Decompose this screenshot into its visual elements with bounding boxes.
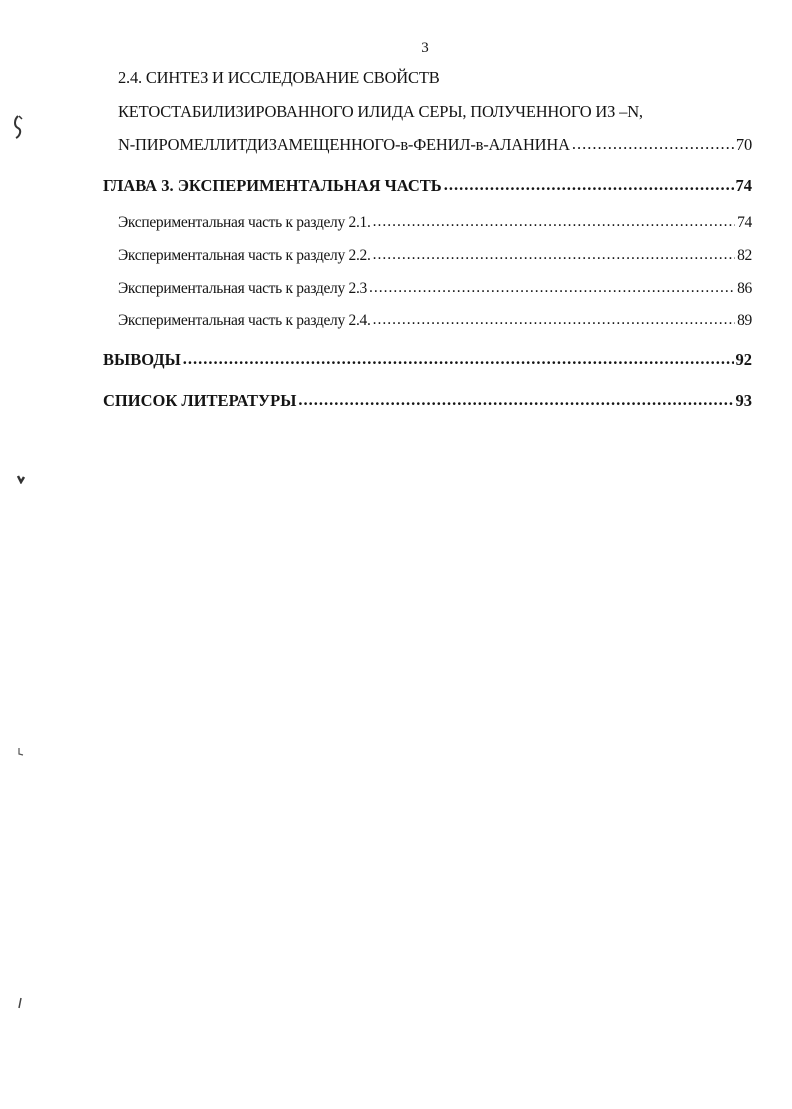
dot-leader bbox=[298, 390, 733, 410]
toc-entry-subsection-2-2[interactable] bbox=[118, 247, 752, 265]
dot-leader bbox=[369, 279, 735, 297]
toc-entry-subsection-2-3[interactable] bbox=[118, 280, 752, 298]
toc-entry-label: Экспериментальная часть к разделу 2.3 bbox=[118, 280, 367, 297]
toc-entry-page: 74 bbox=[735, 176, 752, 195]
toc-entry-subsection-2-1[interactable] bbox=[118, 214, 752, 232]
toc-entry-label: ГЛАВА 3. ЭКСПЕРИМЕНТАЛЬНАЯ ЧАСТЬ bbox=[103, 176, 442, 195]
toc-entry-page: 92 bbox=[735, 350, 752, 369]
scan-artifact-mark bbox=[16, 996, 24, 1010]
toc-entry-label: Экспериментальная часть к разделу 2.1. bbox=[118, 214, 371, 231]
page-number: 3 bbox=[421, 40, 429, 56]
toc-entry-chapter-3[interactable] bbox=[103, 176, 752, 196]
dot-leader bbox=[373, 311, 736, 329]
toc-section-2-4-line1: 2.4. СИНТЕЗ И ИССЛЕДОВАНИЕ СВОЙСТВ bbox=[118, 68, 440, 87]
toc-entry-section-2-4[interactable] bbox=[118, 135, 752, 155]
toc-entry-page: 82 bbox=[737, 247, 752, 264]
toc-section-2-4-line2: КЕТОСТАБИЛИЗИРОВАННОГО ИЛИДА СЕРЫ, ПОЛУЧЕННОГО ИЗ –N, bbox=[118, 102, 643, 121]
dot-leader bbox=[572, 134, 734, 154]
scan-artifact-mark bbox=[16, 746, 26, 758]
toc-entry-page: 74 bbox=[737, 214, 752, 231]
toc-entry-page: 93 bbox=[735, 391, 752, 410]
toc-entry-page: 89 bbox=[737, 312, 752, 329]
dot-leader bbox=[444, 175, 734, 195]
toc-entry-label: СПИСОК ЛИТЕРАТУРЫ bbox=[103, 391, 297, 410]
toc-entry-page: 70 bbox=[735, 135, 752, 154]
toc-entry-subsection-2-4[interactable] bbox=[118, 312, 752, 330]
toc-entry-label: Экспериментальная часть к разделу 2.4. bbox=[118, 312, 371, 329]
scan-artifact-mark bbox=[10, 112, 26, 142]
toc-entry-label: N-ПИРОМЕЛЛИТДИЗАМЕЩЕННОГО-в-ФЕНИЛ-в-АЛАНИНА bbox=[118, 135, 570, 154]
toc-entry-references[interactable] bbox=[103, 391, 752, 411]
dot-leader bbox=[183, 349, 734, 369]
toc-entry-label: ВЫВОДЫ bbox=[103, 350, 181, 369]
dot-leader bbox=[373, 213, 736, 231]
dot-leader bbox=[373, 246, 736, 264]
toc-entry-page: 86 bbox=[737, 280, 752, 297]
toc-entry-conclusions[interactable] bbox=[103, 350, 752, 370]
toc-entry-label: Экспериментальная часть к разделу 2.2. bbox=[118, 247, 371, 264]
scan-artifact-mark bbox=[16, 474, 26, 484]
